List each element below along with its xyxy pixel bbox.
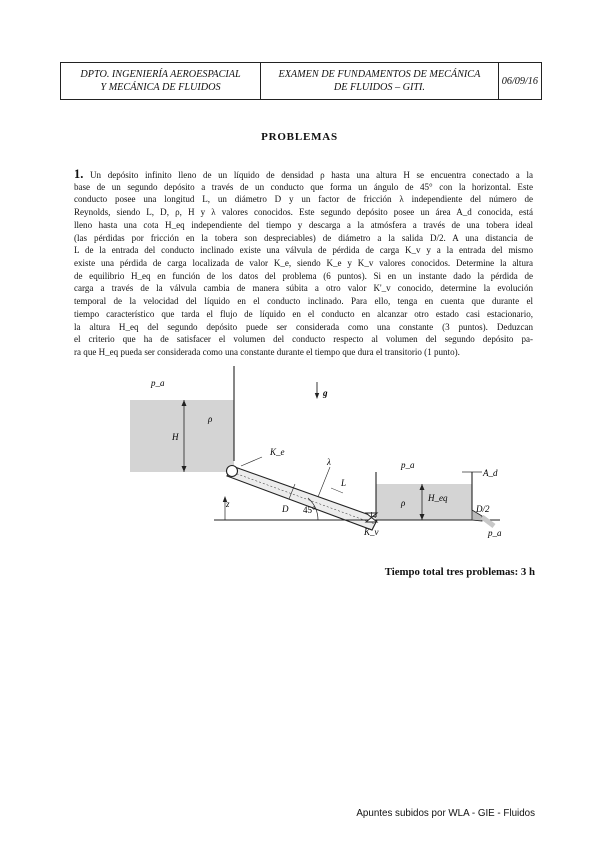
L-leader bbox=[331, 488, 343, 493]
gravity-arrowhead bbox=[315, 393, 319, 399]
problem-diagram bbox=[0, 360, 599, 560]
left-reservoir-liquid bbox=[130, 400, 234, 472]
problem-statement bbox=[74, 168, 533, 359]
exam-title-line-2: DE FLUIDOS – GITI. bbox=[333, 82, 425, 93]
problem-line bbox=[74, 232, 533, 245]
problem-line bbox=[74, 282, 533, 295]
label-pa-right: p_a bbox=[401, 460, 415, 470]
problem-line bbox=[74, 346, 533, 359]
problem-line bbox=[74, 168, 533, 181]
problem-number: 1. bbox=[74, 168, 84, 181]
department-cell bbox=[61, 63, 261, 99]
label-Ad: A_d bbox=[483, 468, 498, 478]
problem-line-text: existe una pérdida de carga localizada de valor K_e, siendo K_e y K_v valores conocidos. Determine la altura bbox=[74, 258, 533, 269]
problem-line-text: temporal de la velocidad del líquido en el conducto inclinado. Para ello, tenga en cuenta que durante el bbox=[74, 296, 533, 307]
label-H: H bbox=[172, 432, 179, 442]
label-angle: 45° bbox=[303, 505, 316, 515]
exam-header bbox=[60, 62, 542, 100]
label-pa-left: p_a bbox=[151, 378, 165, 388]
problem-line-text: Reynolds, siendo L, D, ρ, H y λ valores conocidos. Este segundo depósito posee un área A_d conocida, está bbox=[74, 207, 533, 218]
section-title: PROBLEMAS bbox=[261, 131, 338, 143]
problem-line-text: la altura H_eq del segundo depósito puede ser considerada como una constante (3 puntos). Deduzcan bbox=[74, 321, 533, 332]
label-z: z bbox=[226, 499, 230, 509]
label-lambda: λ bbox=[327, 457, 331, 467]
problem-line bbox=[74, 257, 533, 270]
problem-line bbox=[74, 333, 533, 346]
exam-title-cell bbox=[261, 63, 499, 99]
entrance-loss-marker bbox=[227, 466, 238, 477]
problem-line-text: (las pérdidas por fricción en la tobera son despreciables) de diámetro a la salida D/2. A una distancia de bbox=[74, 232, 533, 243]
exam-title-line-1: EXAMEN DE FUNDAMENTOS DE MECÁNICA bbox=[278, 69, 481, 80]
department-line-2: Y MECÁNICA DE FLUIDOS bbox=[100, 82, 221, 93]
label-L: L bbox=[341, 478, 347, 488]
problem-line bbox=[74, 270, 533, 283]
label-Kv: K_v bbox=[364, 527, 379, 537]
problem-line bbox=[74, 193, 533, 206]
problem-line-text: ra que H_eq pueda ser considerada como una constante durante el tiempo que dura el transitorio (1 punto). bbox=[74, 347, 460, 358]
problem-line-text: base de un segundo depósito a través de un conducto que forma un ángulo de 45° con la horizontal. Este bbox=[74, 181, 533, 192]
label-D2: D/2 bbox=[476, 504, 490, 514]
problem-line-text: tiempo característico que tarda el flujo de líquido en el conducto en alcanzar otro estado casi estacionario, bbox=[74, 308, 533, 319]
problem-line bbox=[74, 295, 533, 308]
problem-line bbox=[74, 244, 533, 257]
problem-line-text: Un depósito infinito lleno de un líquido de densidad ρ hasta una altura H se encuentra conectado a la bbox=[83, 170, 533, 180]
problem-line bbox=[74, 308, 533, 321]
label-pa-jet: p_a bbox=[488, 528, 502, 538]
lambda-leader bbox=[318, 467, 330, 497]
label-g: g bbox=[323, 388, 328, 398]
Ke-leader bbox=[241, 457, 262, 466]
problem-line-text: L de la entrada del conducto inclinado existe una válvula de pérdida de carga K_v y a la entrada del mismo bbox=[74, 245, 533, 256]
problem-line-text: conducto posee una longitud L, un diámetro D y un factor de fricción λ independiente del número de bbox=[74, 194, 533, 205]
exit-jet bbox=[482, 517, 494, 526]
label-Heq: H_eq bbox=[428, 493, 448, 503]
problem-line-text: carga a través de la válvula cambia de manera súbita a otro valor K'_v conocido, determine la evolución bbox=[74, 283, 533, 294]
problem-line-text: el criterio que ha de satisfacer el volumen del conducto respecto al volumen del segundo depósito pa- bbox=[74, 334, 533, 345]
exam-date: 06/09/16 bbox=[501, 75, 538, 87]
problem-line bbox=[74, 181, 533, 194]
problem-line bbox=[74, 206, 533, 219]
problem-line-text: lleno hasta una cota H_eq independiente del tiempo y descarga a la atmósfera a través de una tobera ideal bbox=[74, 219, 533, 230]
label-Ke: K_e bbox=[270, 447, 285, 457]
total-time-note: Tiempo total tres problemas: 3 h bbox=[384, 566, 535, 578]
label-rho-left: ρ bbox=[208, 414, 213, 424]
footer-credit: Apuntes subidos por WLA - GIE - Fluidos bbox=[356, 808, 535, 819]
problem-line-text: de equilibrio H_eq en función de los datos del problema (6 puntos). Si en un instante dado la pérdida de bbox=[74, 270, 533, 281]
label-rho-right: ρ bbox=[401, 498, 406, 508]
date-cell bbox=[499, 63, 541, 99]
department-line-1: DPTO. INGENIERÍA AEROESPACIAL bbox=[80, 69, 241, 80]
problem-line bbox=[74, 321, 533, 334]
label-D: D bbox=[282, 504, 289, 514]
problem-line bbox=[74, 219, 533, 232]
